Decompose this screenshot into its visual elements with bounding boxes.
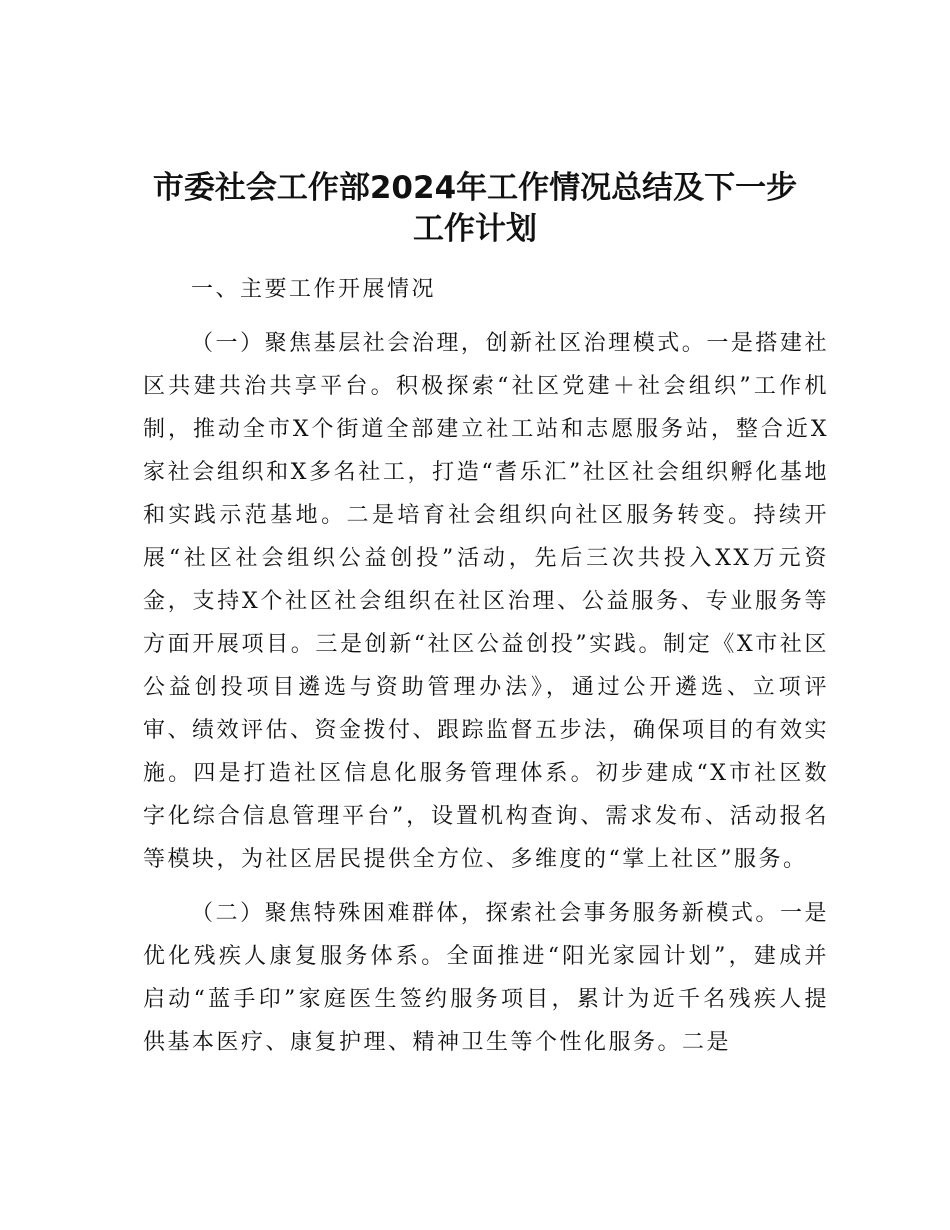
title-line-1: 市委社会工作部2024年工作情况总结及下一步 (152, 170, 798, 206)
paragraph-2: （二）聚焦特殊困难群体，探索社会事务服务新模式。一是优化残疾人康复服务体系。全面推进“阳光家园计划”，建成并启动“蓝手印”家庭医生签约服务项目，累计为近千名残疾人提供基本医疗、康复护理、精神卫生等个性化服务。二是 (143, 901, 829, 1055)
document-title (120, 168, 830, 250)
section-heading-1: 一、主要工作开展情况 (191, 277, 437, 302)
paragraph-1: （一）聚焦基层社会治理，创新社区治理模式。一是搭建社区共建共治共享平台。积极探索“社区党建＋社会组织”工作机制，推动全市X个街道全部建立社工站和志愿服务站，整合近X家社会组织和X多名社工，打造“耆乐汇”社区社会组织孵化基地和实践示范基地。二是培育社会组织向社区服务转变。持续开展“社区社会组织公益创投”活动，先后三次共投入XX万元资金，支持X个社区社会组织在社区治理、公益服务、专业服务等方面开展项目。三是创新“社区公益创投”实践。制定《X市社区公益创投项目遴选与资助管理办法》，通过公开遴选、立项评审、绩效评估、资金拨付、跟踪监督五步法，确保项目的有效实施。四是打造社区信息化服务管理体系。初步建成“X市社区数字化综合信息管理平台”，设置机构查询、需求发布、活动报名等模块，为社区居民提供全方位、多维度的“掌上社区”服务。 (143, 331, 830, 872)
document-body (143, 268, 829, 1075)
title-line-2: 工作计划 (413, 211, 537, 247)
